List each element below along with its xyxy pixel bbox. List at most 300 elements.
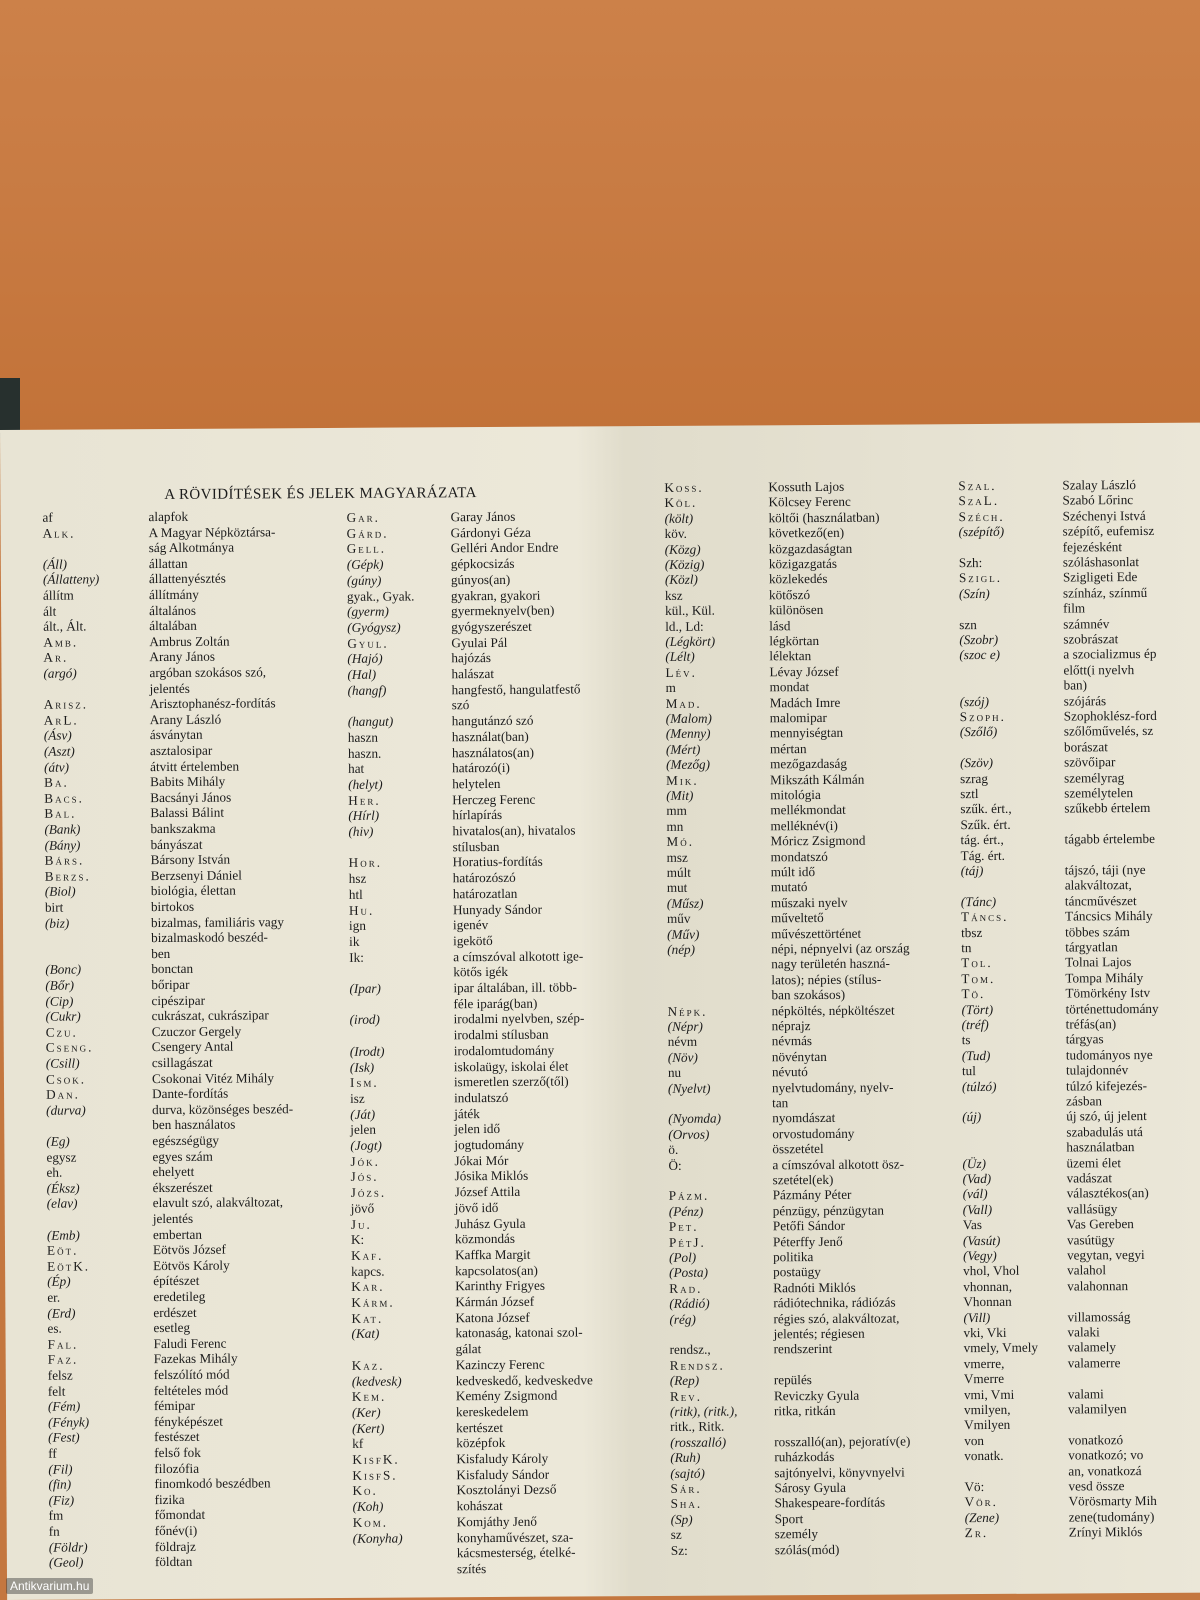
meaning: következő(en) [768, 525, 845, 541]
abbreviation: Szoph. [959, 708, 1006, 725]
meaning: valahol [1067, 1262, 1107, 1278]
meaning: Arany László [149, 711, 222, 727]
meaning: általános [149, 602, 197, 618]
abbreviation: (Közl) [664, 572, 698, 588]
abbreviation: sz [670, 1527, 682, 1543]
abbreviation: Kom. [352, 1514, 389, 1530]
abbreviation: (Vill) [963, 1309, 991, 1325]
meaning: postaügy [773, 1264, 821, 1280]
abbreviation: Kar. [351, 1278, 385, 1295]
abbreviation: (fin) [48, 1476, 72, 1492]
meaning: Gyulai Pál [451, 634, 508, 650]
abbreviation: hat [348, 760, 365, 777]
meaning: mutató [770, 879, 808, 895]
meaning: állattenyésztés [148, 571, 226, 587]
meaning: filozófia [154, 1460, 200, 1476]
meaning: elavult szó, alakváltozat, [152, 1194, 284, 1211]
abbreviation: ik [349, 933, 360, 949]
abbreviation: Fal. [47, 1336, 79, 1352]
meaning: lásd [769, 617, 791, 633]
meaning: hangfestő, hangulatfestő [451, 681, 581, 697]
meaning: Fazekas Mihály [153, 1350, 238, 1367]
abbreviation: (Tört) [961, 1001, 994, 1017]
meaning: villamosság [1067, 1308, 1131, 1325]
meaning: vesd össze [1068, 1478, 1125, 1494]
meaning: szólás(mód) [774, 1541, 840, 1557]
meaning: szűkebb értelem [1064, 800, 1151, 816]
meaning: népi, népnyelvi (az ország [771, 940, 910, 957]
meaning: Táncsics Mihály [1064, 908, 1153, 924]
abbreviation: Kaz. [351, 1357, 385, 1373]
abbreviation: Dan. [46, 1086, 80, 1102]
meaning: féle iparág(ban) [453, 995, 538, 1011]
abbreviation: (Szőlő) [959, 724, 998, 740]
meaning: ban szokásos) [771, 987, 846, 1003]
abbreviation: (Bonc) [45, 961, 82, 978]
meaning: állattan [148, 555, 188, 571]
abbreviation: (Aszt) [43, 743, 75, 759]
meaning: földtan [154, 1554, 193, 1570]
abbreviation: (Ruh) [670, 1449, 701, 1466]
meaning: A Magyar Népköztársa- [148, 523, 276, 540]
meaning: Kosztolányi Dezső [456, 1482, 557, 1498]
abbreviation: Népk. [667, 1003, 708, 1019]
meaning: ság Alkotmánya [148, 539, 235, 556]
meaning: Mikszáth Kálmán [770, 771, 865, 787]
meaning: Balassi Bálint [150, 805, 225, 821]
meaning: ipar általában, ill. több- [453, 979, 577, 996]
abbreviation: vmerre, [963, 1355, 1005, 1371]
abbreviation: (ritk), (ritk.), [669, 1403, 738, 1419]
abbreviation: SzaL. [958, 493, 1000, 509]
abbreviation: (Posta) [669, 1265, 709, 1281]
meaning: határozatlan [452, 885, 518, 902]
abbreviation: (Jogt) [350, 1137, 382, 1153]
meaning: bonctan [151, 961, 194, 977]
abbreviation: (Kert) [352, 1420, 385, 1436]
meaning: táncművészet [1064, 892, 1137, 909]
meaning: kapcsolatos(an) [455, 1262, 538, 1278]
meaning: Babits Mihály [150, 773, 226, 790]
abbreviation: Vör. [964, 1494, 998, 1510]
meaning: lélektan [769, 648, 812, 664]
meaning: latos); népies (stílus- [771, 971, 882, 988]
abbreviation: vmely, Vmely [963, 1340, 1039, 1356]
meaning: mértan [769, 740, 807, 757]
meaning: névmás [771, 1033, 813, 1049]
abbreviation: Sár. [670, 1480, 702, 1496]
meaning: felszólító mód [153, 1366, 230, 1383]
abbreviation: jövő [350, 1200, 375, 1216]
meaning: vegytan, vegyi [1067, 1247, 1145, 1263]
meaning: Szigligeti Ede [1062, 569, 1138, 585]
meaning: egyes szám [152, 1148, 213, 1164]
abbreviation: KisfS. [352, 1467, 398, 1483]
abbreviation: haszn [347, 729, 378, 745]
abbreviation: ld., Ld: [665, 618, 704, 634]
meaning: szépítő, eufemisz [1062, 523, 1155, 539]
meaning: bizalmas, familiáris vagy [150, 913, 284, 930]
meaning: szőlőművelés, sz [1063, 723, 1154, 739]
meaning: Katona József [455, 1309, 530, 1325]
meaning: Szophoklész-ford [1063, 707, 1157, 724]
meaning: tan [772, 1095, 789, 1111]
abbreviation: (új) [962, 1109, 982, 1125]
meaning: kötős igék [453, 964, 508, 980]
meaning: nyelvtudomány, nyelv- [771, 1079, 894, 1095]
meaning: valamerre [1067, 1354, 1121, 1371]
meaning: Jókai Mór [454, 1152, 509, 1168]
meaning: hajózás [451, 650, 491, 666]
meaning: Kaffka Margit [455, 1246, 531, 1263]
meaning: igekötő [453, 932, 493, 949]
meaning: Petőfi Sándor [772, 1218, 846, 1234]
abbreviation: Vmerre [963, 1371, 1005, 1387]
meaning: mitológia [770, 786, 821, 803]
abbreviation: vki, Vki [963, 1324, 1007, 1341]
abbreviation: (Lélt) [665, 649, 695, 665]
abbreviation: tág. ért., [960, 832, 1004, 848]
meaning: erdészet [153, 1304, 197, 1320]
meaning: Kármán József [455, 1293, 535, 1310]
abbreviation: er. [47, 1289, 61, 1305]
meaning: bőripar [151, 976, 190, 993]
meaning: an, vonatkozá [1068, 1462, 1142, 1479]
abbreviation: Táncs. [960, 909, 1009, 925]
abbreviation: (szépítő) [958, 524, 1005, 540]
abbreviation: es. [47, 1320, 62, 1336]
meaning: egészségügy [152, 1132, 220, 1149]
abbreviation: egysz [46, 1149, 77, 1165]
meaning: bankszakma [150, 820, 216, 837]
meaning: konyhaművészet, sza- [456, 1529, 574, 1545]
meaning: színház, színmű [1062, 584, 1148, 601]
meaning: Komjáthy Jenő [456, 1513, 537, 1530]
abbreviation: nu [667, 1065, 682, 1081]
meaning: politika [773, 1249, 814, 1265]
abbreviation: (Mezőg) [666, 756, 711, 773]
abbreviation: fn [48, 1523, 60, 1539]
abbreviation: Jók. [350, 1153, 380, 1169]
abbreviation: ált [43, 603, 57, 619]
abbreviation: ign [348, 917, 366, 934]
abbreviation: Kem. [351, 1388, 387, 1405]
meaning: Kemény Zsigmond [455, 1387, 558, 1404]
meaning: cipészipar [151, 992, 205, 1008]
meaning: jelen idő [454, 1121, 501, 1137]
meaning: hangutánzó szó [451, 712, 534, 729]
meaning: Vas Gereben [1066, 1216, 1134, 1232]
meaning: iskolaügy, iskolai élet [453, 1058, 569, 1074]
meaning: fémipar [153, 1398, 196, 1414]
meaning: embertan [152, 1226, 203, 1242]
meaning: malomipar [769, 709, 827, 726]
abbreviation: tbsz [961, 924, 983, 940]
abbreviation: (Fiz) [48, 1492, 75, 1508]
abbreviation: (Nyomda) [668, 1110, 722, 1127]
meaning: főnév(i) [154, 1522, 198, 1539]
abbreviation: (Hal) [347, 666, 377, 682]
abbreviation: (nép) [667, 941, 696, 957]
meaning: finomkodó beszédben [154, 1475, 271, 1492]
abbreviation: (Vasút) [962, 1232, 1001, 1248]
abbreviation: (Mit) [666, 787, 694, 803]
abbreviation: (gúny) [346, 572, 382, 588]
meaning: tájszó, táji (nye [1064, 862, 1146, 878]
abbreviation: (Orvos) [668, 1126, 710, 1142]
meaning: fizika [154, 1491, 185, 1507]
meaning: Szalay László [1062, 477, 1137, 493]
meaning: jelentés [152, 1210, 194, 1227]
meaning: tárgyas [1065, 1031, 1104, 1047]
abbreviation: (rosszalló) [670, 1434, 727, 1450]
meaning: jelentés [149, 680, 190, 696]
abbreviation: Her. [348, 792, 381, 808]
meaning: főmondat [154, 1507, 206, 1523]
meaning: Vörösmarty Mih [1068, 1493, 1157, 1509]
abbreviation: (Népr) [667, 1018, 703, 1034]
abbreviation: (helyt) [348, 776, 383, 792]
meaning: kácsmesterség, ételké- [456, 1544, 576, 1561]
meaning: mellékmondat [770, 802, 846, 818]
abbreviation: (szój) [959, 693, 990, 709]
abbreviation: (Növ) [667, 1049, 698, 1065]
meaning: gyakran, gyakori [450, 587, 541, 603]
abbreviation: (Cukr) [45, 1008, 81, 1024]
abbreviation: (argó) [43, 665, 77, 681]
abbreviation: kf [352, 1436, 364, 1452]
meaning: Széchenyi Istvá [1062, 507, 1146, 524]
meaning: ben [151, 945, 171, 961]
meaning: tulajdonnév [1065, 1062, 1129, 1078]
abbreviation: tul [961, 1063, 976, 1079]
abbreviation: Mó. [666, 833, 695, 850]
meaning: túlzó kifejezés- [1065, 1077, 1147, 1094]
abbreviation: (Konyha) [352, 1530, 403, 1546]
abbreviation: Bárs. [44, 852, 85, 868]
meaning: Shakespeare-fordítás [774, 1495, 886, 1511]
meaning: új szó, új jelent [1066, 1108, 1147, 1124]
meaning: ritka, ritkán [773, 1402, 836, 1419]
abbreviation: múlt [666, 864, 691, 880]
abbreviation: (hiv) [348, 823, 374, 839]
meaning: nagy területén haszná- [771, 955, 890, 972]
meaning: Czuczor Gergely [151, 1023, 242, 1039]
abbreviation: Gyul. [347, 635, 389, 651]
abbreviation: (Hírl) [348, 807, 380, 824]
abbreviation: Tö. [961, 986, 986, 1002]
abbreviation: (Éksz) [46, 1180, 80, 1196]
meaning: költői (használatban) [768, 509, 880, 526]
abbreviation: (Szín) [958, 585, 990, 601]
meaning: asztalosipar [149, 742, 213, 759]
abbreviation: Csok. [45, 1071, 87, 1087]
abbreviation: Sz: [670, 1542, 688, 1558]
abbreviation: Tág. ért. [960, 847, 1005, 863]
abbreviation: (hangut) [347, 713, 394, 729]
abbreviation: af [42, 509, 53, 525]
meaning: feltételes mód [153, 1382, 229, 1398]
abbreviation: (Műsz) [666, 895, 704, 911]
abbreviation: Mad. [665, 695, 702, 711]
meaning: Arany János [149, 649, 215, 665]
abbreviation: Szűk. ért. [960, 816, 1011, 832]
abbreviation: Cseng. [45, 1039, 94, 1056]
abbreviation: Ar. [43, 649, 69, 666]
abbreviation: mut [666, 880, 688, 896]
meaning: igenév [452, 917, 489, 933]
abbreviation: ritk., Ritk. [670, 1418, 725, 1435]
meaning: Juhász Gyula [454, 1215, 526, 1231]
meaning: személyrag [1064, 769, 1125, 786]
meaning: Pázmány Péter [772, 1187, 852, 1203]
abbreviation: (Fém) [47, 1398, 81, 1414]
meaning: választékos(an) [1066, 1185, 1149, 1201]
abbreviation: (Szöv) [960, 755, 994, 771]
meaning: közlekedés [768, 571, 828, 587]
meaning: Tömörkény Istv [1065, 985, 1151, 1001]
abbreviation: vhonnan, [963, 1278, 1013, 1294]
abbreviation: (Isk) [349, 1059, 375, 1075]
meaning: valami [1067, 1385, 1104, 1402]
abbreviation: Czu. [45, 1024, 78, 1040]
abbreviation: (Üz) [962, 1155, 986, 1171]
abbreviation: (Légkört) [665, 633, 716, 649]
abbreviation: állítm [42, 587, 74, 603]
abbreviation: K: [350, 1231, 365, 1248]
abbreviation: (Közg) [664, 541, 701, 557]
meaning: szobrászat [1063, 631, 1119, 647]
abbreviation: Ba. [44, 774, 69, 790]
abbreviation: Kárm. [351, 1294, 395, 1310]
abbreviation: (Nyelvt) [667, 1080, 711, 1096]
meaning: ásványtan [149, 727, 203, 743]
abbreviation: (Vegy) [963, 1247, 997, 1264]
meaning: Arisztophanész-fordítás [149, 695, 276, 712]
meaning: Hunyady Sándor [452, 901, 542, 917]
abbreviation: msz [666, 849, 688, 865]
meaning: állítmány [148, 586, 199, 603]
abbreviation: (biz) [44, 915, 70, 931]
meaning: vonatkozó [1068, 1431, 1124, 1448]
abbreviation: (Mért) [665, 741, 701, 757]
abbreviation: Kaf. [351, 1247, 384, 1263]
abbreviation: Pázm. [668, 1188, 710, 1204]
meaning: Reviczky Gyula [773, 1387, 860, 1403]
meaning: határozószó [452, 869, 516, 886]
meaning: argóban szokásos szó, [149, 664, 267, 681]
abbreviation: birt [44, 899, 64, 915]
abbreviation: (Ép) [47, 1273, 71, 1290]
meaning: Herczeg Ferenc [452, 791, 536, 807]
abbreviation: ff [48, 1445, 57, 1461]
abbreviation: felsz [47, 1367, 73, 1383]
meaning: Kazinczy Ferenc [455, 1356, 545, 1373]
meaning: valaki [1067, 1324, 1100, 1340]
abbreviation: Rad. [669, 1280, 703, 1296]
meaning: történettudomány [1065, 1000, 1159, 1017]
abbreviation: Széch. [958, 508, 1005, 524]
meaning: üzemi élet [1066, 1154, 1122, 1171]
abbreviation: (Geol) [48, 1554, 84, 1570]
meaning: Jósika Miklós [454, 1168, 529, 1184]
abbreviation: KisfK. [352, 1451, 400, 1467]
abbreviation: (vál) [962, 1186, 988, 1202]
abbreviation: Gell. [346, 541, 387, 557]
abbreviation: (rég) [669, 1311, 696, 1327]
meaning: csillagászat [151, 1054, 213, 1071]
meaning: hírlapírás [452, 807, 503, 823]
meaning: vasútügy [1066, 1231, 1115, 1248]
abbreviation: fm [48, 1508, 64, 1524]
meaning: határozó(i) [452, 760, 510, 776]
meaning: hivatalos(an), hivatalos [452, 822, 576, 839]
abbreviation: (Rep) [669, 1372, 700, 1389]
meaning: valahonnan [1067, 1277, 1129, 1294]
abbreviation: m [665, 680, 676, 696]
abbreviation: Vö: [964, 1479, 985, 1495]
page-title: A RÖVIDÍTÉSEK ÉS JELEK MAGYARÁZATA [164, 485, 477, 503]
abbreviation: szrag [960, 770, 989, 786]
abbreviation: (kedvesk) [351, 1373, 402, 1389]
abbreviation: Koss. [664, 479, 704, 495]
meaning: tágabb értelembe [1064, 831, 1156, 847]
abbreviation: ksz [664, 587, 683, 603]
abbreviation: Zr. [964, 1525, 989, 1541]
abbreviation: (elav) [46, 1195, 78, 1212]
meaning: személytelen [1064, 785, 1134, 801]
abbreviation: (Erd) [47, 1305, 76, 1321]
abbreviation: (Cip) [45, 993, 74, 1009]
abbreviation: (Sp) [670, 1511, 693, 1527]
meaning: Szabó Lőrinc [1062, 492, 1134, 508]
meaning: irodalomtudomány [453, 1042, 555, 1059]
abbreviation: felt [47, 1383, 66, 1399]
meaning: felső fok [154, 1444, 201, 1461]
abbreviation: Bal. [44, 805, 77, 822]
abbreviation: Gárd. [346, 525, 389, 541]
meaning: fejezésként [1062, 538, 1123, 555]
abbreviation: Alk. [42, 525, 76, 541]
meaning: Csengery Antal [151, 1038, 234, 1055]
abbreviation: hsz [348, 870, 367, 886]
meaning: használat(ban) [451, 728, 529, 745]
meaning: ehelyett [152, 1164, 195, 1180]
abbreviation: ö. [668, 1142, 679, 1158]
abbreviation: eh. [46, 1164, 63, 1180]
abbreviation: Gar. [346, 509, 380, 525]
meaning: katonaság, katonai szol- [455, 1324, 583, 1341]
abbreviation: vmi, Vmi [963, 1386, 1015, 1402]
meaning: helytelen [452, 775, 501, 792]
meaning: ékszerészet [152, 1179, 213, 1195]
meaning: fényképészet [154, 1413, 223, 1429]
meaning: gyógyszerészet [451, 618, 532, 635]
abbreviation: Vmilyen [964, 1417, 1011, 1433]
abbreviation: Pet. [668, 1218, 699, 1235]
abbreviation: Ju. [350, 1216, 372, 1232]
meaning: Zrínyi Miklós [1068, 1524, 1143, 1540]
meaning: kereskedelem [455, 1403, 529, 1420]
meaning: Kisfaludy Károly [456, 1450, 549, 1467]
abbreviation: Bacs. [44, 790, 84, 806]
meaning: ruházkodás [774, 1449, 835, 1465]
abbreviation: Vas [962, 1217, 982, 1233]
abbreviation: Kat. [351, 1310, 384, 1326]
meaning: zásban [1066, 1093, 1103, 1109]
meaning: különösen [769, 602, 824, 618]
abbreviation: (Hajó) [347, 650, 383, 667]
